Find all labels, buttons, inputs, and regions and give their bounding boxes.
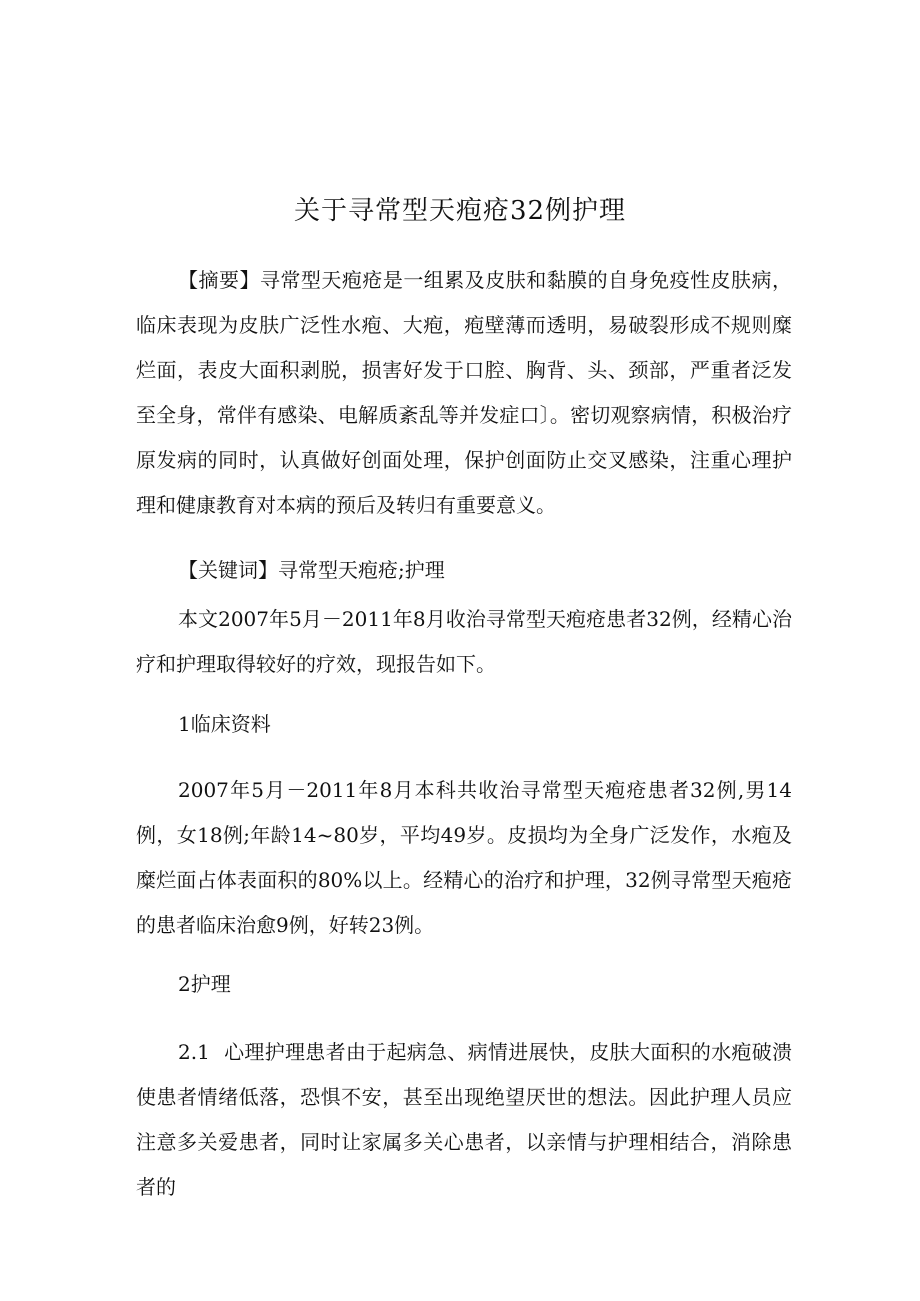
- keywords-text: 寻常型天疱疮;护理: [278, 558, 445, 582]
- section1-heading: 1临床资料: [178, 712, 271, 736]
- section1-paragraph: 2007年5月－2011年8月本科共收治寻常型天疱疮患者32例,男14例，女18例;年龄14~80岁，平均49岁。皮损均为全身广泛发作，水疱及糜烂面占体表面积的80%以上。经精心的治疗和护理，32例寻常型天疱疮的患者临床治愈9例，好转23例。: [136, 778, 792, 937]
- section2-heading: 2护理: [178, 972, 231, 996]
- abstract-paragraph: [136, 258, 792, 528]
- abstract-label: 【摘要】: [178, 268, 260, 292]
- keywords-paragraph: [136, 548, 792, 593]
- section2-1-text: 心理护理患者由于起病急、病情进展快，皮肤大面积的水疱破溃使患者情绪低落，恐惧不安，甚至出现绝望厌世的想法。因此护理人员应注意多关爱患者，同时让家属多关心患者，以亲情与护理相结合，消除患者的: [136, 1040, 792, 1199]
- keywords-label: 【关键词】: [178, 558, 278, 582]
- document-title: 关于寻常型天疱疮32例护理: [293, 196, 627, 226]
- abstract-text: 寻常型天疱疮是一组累及皮肤和黏膜的自身免疫性皮肤病，临床表现为皮肤广泛性水疱、大疱，疱壁薄而透明，易破裂形成不规则糜烂面，表皮大面积剥脱，损害好发于口腔、胸背、头、颈部，严重者泛发至全身，常伴有感染、电解质紊乱等并发症口〕。密切观察病情，积极治疗原发病的同时，认真做好创面处理，保护创面防止交叉感染，注重心理护理和健康教育对本病的预后及转归有重要意义。: [136, 268, 793, 517]
- section2-1-number: 2.1: [178, 1040, 210, 1064]
- intro-paragraph: 本文2007年5月－2011年8月收治寻常型天疱疮患者32例，经精心治疗和护理取得较好的疗效，现报告如下。: [136, 607, 792, 676]
- section2-1-paragraph: [136, 1030, 792, 1210]
